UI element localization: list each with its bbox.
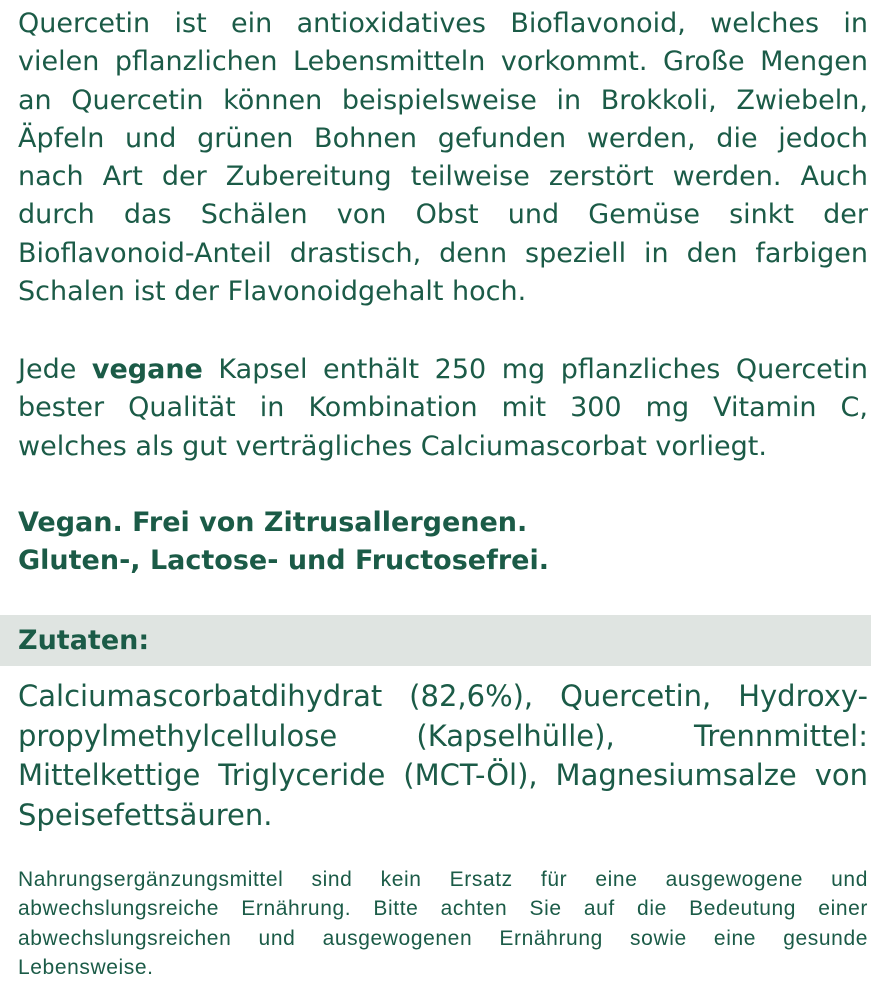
intro-line: Quercetin ist ein antioxidatives Bioflavonoid, welches in (18, 8, 868, 39)
intro-line: an Quercetin können beispielsweise in Brokkoli, Zwiebeln, (18, 84, 868, 116)
disclaimer-paragraph (18, 865, 868, 983)
capsule-line: welches als gut verträgliches Calciumascorbat vorliegt. (18, 430, 767, 462)
ingredients-line: Speisefettsäuren. (18, 798, 273, 833)
capsule-line-end: Kapsel enthält 250 mg pflanzliches Quercetin (202, 354, 868, 385)
intro-paragraph (18, 5, 868, 311)
intro-line: Bioflavonoid-Anteil drastisch, denn speziell in den farbigen (18, 237, 868, 269)
claim-line: Gluten-, Lactose- und Fructosefrei. (18, 545, 549, 576)
capsule-line-start: Jede (18, 354, 92, 385)
intro-line: durch das Schälen von Obst und Gemüse sinkt der (18, 199, 868, 231)
intro-line: nach Art der Zubereitung teilweise zerstört werden. Auch (18, 161, 868, 193)
disclaimer-line: Lebensweise. (18, 956, 154, 980)
intro-line: vielen pflanzlichen Lebensmitteln vorkommt. Große Mengen (18, 46, 868, 78)
disclaimer-line: abwechslungsreichen und ausgewogenen Ernährung sowie eine gesunde (18, 926, 868, 950)
disclaimer-line: Nahrungsergänzungsmittel sind kein Ersatz für eine ausgewogene und (18, 868, 868, 891)
claim-line: Vegan. Frei von Zitrusallergenen. (18, 507, 528, 538)
product-claims (18, 504, 868, 580)
ingredients-line: propylmethylcellulose (Kapselhülle), Trennmittel: (18, 718, 868, 753)
intro-line: Schalen ist der Flavonoidgehalt hoch. (18, 276, 527, 308)
capsule-paragraph (18, 351, 868, 466)
ingredients-paragraph (18, 677, 868, 836)
intro-line: Äpfeln und grünen Bohnen gefunden werden, die jedoch (18, 122, 868, 154)
ingredients-line: Calciumascorbatdihydrat (82,6%), Quercetin, Hydroxy- (18, 679, 868, 713)
capsule-line: bester Qualität in Kombination mit 300 mg Vitamin C, (18, 392, 868, 424)
ingredients-line: Mittelkettige Triglyceride (MCT-Öl), Magnesiumsalze von (18, 758, 868, 793)
disclaimer-line: abwechslungsreiche Ernährung. Bitte achten Sie auf die Bedeutung einer (18, 897, 868, 921)
vegan-emphasis: vegane (91, 354, 203, 385)
ingredients-title: Zutaten: (18, 625, 150, 656)
capsule-line (18, 351, 868, 389)
ingredients-header (0, 615, 871, 666)
